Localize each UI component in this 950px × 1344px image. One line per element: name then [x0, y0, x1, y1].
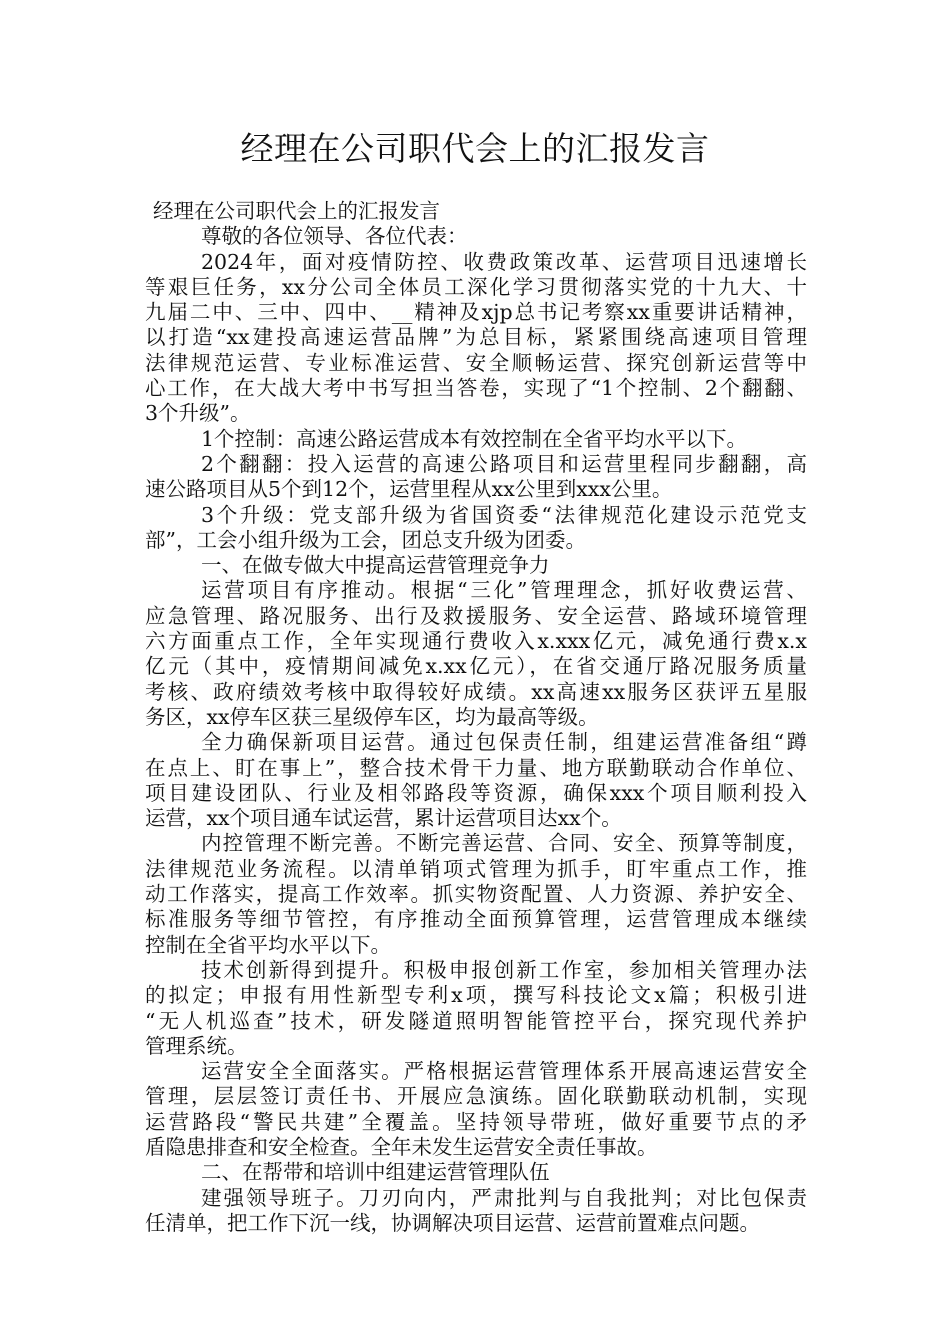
text-line: 应急管理、路况服务、出行及救援服务、安全运营、路域环境管理 — [145, 603, 807, 628]
text-line: 内控管理不断完善。不断完善运营、合同、安全、预算等制度， — [201, 831, 807, 856]
text-line: 亿元（其中，疫情期间减免x.xx亿元），在省交通厅路况服务质量 — [145, 654, 807, 679]
text-line: 等艰巨任务，xx分公司全体员工深化学习贯彻落实党的十九大、十 — [145, 274, 807, 299]
text-line: 任清单，把工作下沉一线，协调解决项目运营、运营前置难点问题。 — [145, 1210, 760, 1235]
text-line: 3个升级：党支部升级为省国资委“法律规范化建设示范党支 — [201, 502, 807, 527]
text-line: 2024年，面对疫情防控、收费政策改革、运营项目迅速增长 — [201, 249, 807, 274]
text-line: 运营安全全面落实。严格根据运营管理体系开展高速运营安全 — [201, 1059, 807, 1084]
text-line: 在点上、盯在事上”，整合技术骨干力量、地方联勤联动合作单位、 — [145, 755, 807, 780]
text-line: 全力确保新项目运营。通过包保责任制，组建运营准备组“蹲 — [201, 730, 807, 755]
text-line: 以打造“xx建投高速运营品牌”为总目标，紧紧围绕高速项目管理 — [145, 325, 807, 350]
text-line: 速公路项目从5个到12个，运营里程从xx公里到xxx公里。 — [145, 477, 673, 502]
text-line: 尊敬的各位领导、各位代表： — [201, 224, 468, 249]
text-line: 二、在帮带和培训中组建运营管理队伍 — [201, 1160, 550, 1185]
text-line: 1个控制：高速公路运营成本有效控制在全省平均水平以下。 — [201, 426, 748, 451]
text-line: 标准服务等细节管控，有序推动全面预算管理，运营管理成本继续 — [145, 907, 807, 932]
text-line: 六方面重点工作，全年实现通行费收入x.xxx亿元，减免通行费x.x — [145, 629, 807, 654]
text-line: 法律规范业务流程。以清单销项式管理为抓手，盯牢重点工作，推 — [145, 856, 807, 881]
text-line: 2个翻翻：投入运营的高速公路项目和运营里程同步翻翻，高 — [201, 451, 807, 476]
text-line: 部”，工会小组升级为工会，团总支升级为团委。 — [145, 527, 586, 552]
text-line: 动工作落实，提高工作效率。抓实物资配置、人力资源、养护安全、 — [145, 882, 807, 907]
document-title: 经理在公司职代会上的汇报发言 — [240, 129, 710, 168]
text-line: 法律规范运营、专业标准运营、安全顺畅运营、探究创新运营等中 — [145, 350, 807, 375]
text-line: 的拟定；申报有用性新型专利x项，撰写科技论文x篇；积极引进 — [145, 983, 807, 1008]
text-line: 心工作，在大战大考中书写担当答卷，实现了“1个控制、2个翻翻、 — [145, 376, 807, 401]
text-line: 盾隐患排查和安全检查。全年未发生运营安全责任事故。 — [145, 1134, 658, 1159]
text-line: 管理系统。 — [145, 1033, 248, 1058]
text-line: 管理，层层签订责任书、开展应急演练。固化联勤联动机制，实现 — [145, 1084, 807, 1109]
text-line: 技术创新得到提升。积极申报创新工作室，参加相关管理办法 — [201, 957, 807, 982]
document-body — [145, 199, 807, 1236]
text-line: 一、在做专做大中提高运营管理竞争力 — [201, 553, 550, 578]
text-line: 运营，xx个项目通车试运营，累计运营项目达xx个。 — [145, 806, 622, 831]
text-line: 运营项目有序推动。根据“三化”管理理念，抓好收费运营、 — [201, 578, 807, 603]
text-line: 九届二中、三中、四中、__精神及xjp总书记考察xx重要讲话精神， — [145, 300, 807, 325]
text-line: 项目建设团队、行业及相邻路段等资源，确保xxx个项目顺利投入 — [145, 780, 807, 805]
text-line: “无人机巡查”技术，研发隧道照明智能管控平台，探究现代养护 — [145, 1008, 807, 1033]
text-line: 务区，xx停车区获三星级停车区，均为最高等级。 — [145, 704, 599, 729]
text-line: 3个升级”。 — [145, 401, 251, 426]
text-line: 经理在公司职代会上的汇报发言 — [153, 199, 440, 223]
text-line: 考核、政府绩效考核中取得较好成绩。xx高速xx服务区获评五星服 — [145, 679, 807, 704]
text-line: 控制在全省平均水平以下。 — [145, 932, 391, 957]
text-line: 建强领导班子。刀刃向内，严肃批判与自我批判；对比包保责 — [201, 1185, 807, 1210]
text-line: 运营路段“警民共建”全覆盖。坚持领导带班，做好重要节点的矛 — [145, 1109, 807, 1134]
